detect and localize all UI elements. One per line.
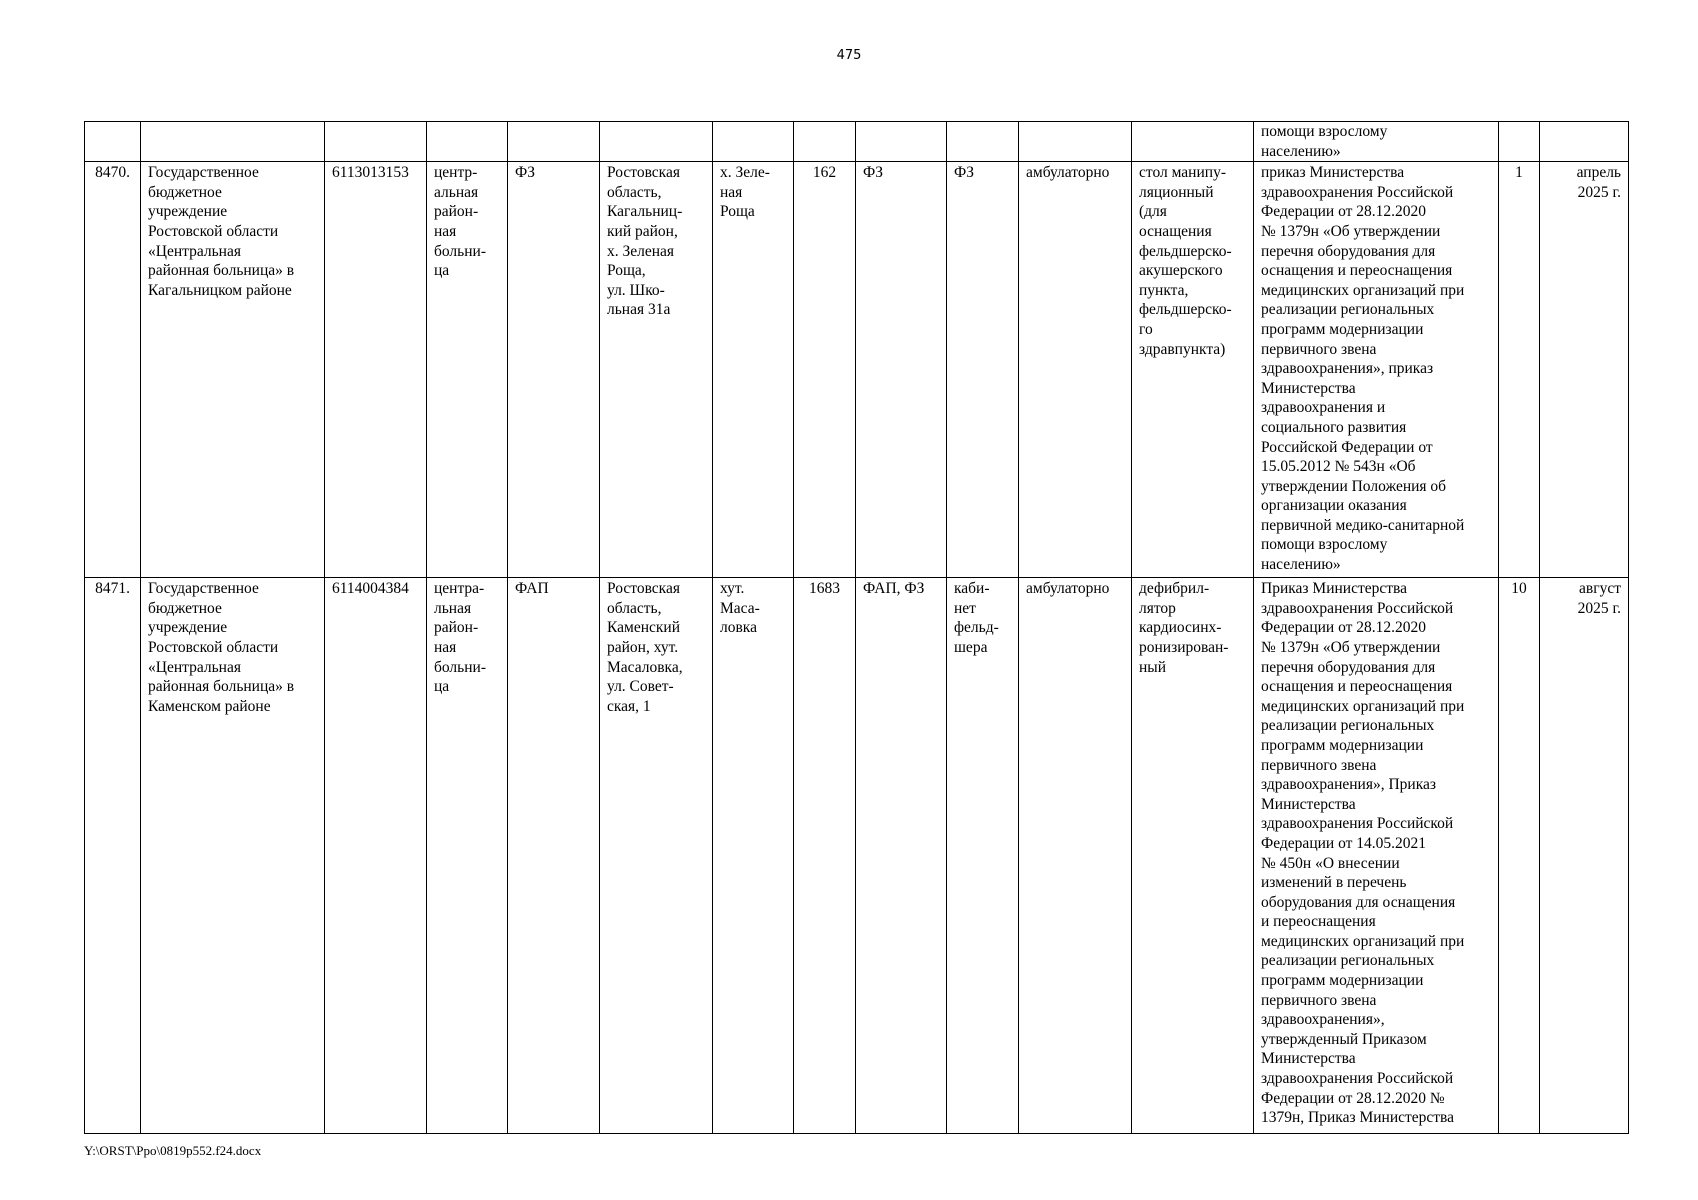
- cell-inn: [325, 122, 427, 162]
- cell-settlement: х. Зеле- ная Роща: [713, 162, 794, 578]
- cell-settlement: [713, 122, 794, 162]
- cell-date: апрель 2025 г.: [1540, 162, 1629, 578]
- cell-qty: [1499, 122, 1540, 162]
- cell-num: 8470.: [85, 162, 141, 578]
- cell-num: 8471.: [85, 578, 141, 1134]
- cell-department: каби- нет фельд- шера: [947, 578, 1019, 1134]
- cell-condition: амбулаторно: [1019, 162, 1132, 578]
- continuation-row: [85, 122, 1629, 162]
- cell-basis: приказ Министерства здравоохранения Российской Федерации от 28.12.2020 № 1379н «Об утверждении перечня оборудования для оснащения и переоснащения медицинских организаций при реализации региональных программ модернизации первичного звена здравоохранения», приказ Министерства здравоохранения и социального развития Российской Федерации от 15.05.2012 № 543н «Об утверждении Положения об организации оказания первичной медико-санитарной помощи взрослому населению»: [1254, 162, 1499, 578]
- cell-unit: [856, 122, 947, 162]
- cell-org: [141, 122, 325, 162]
- cell-num: [85, 122, 141, 162]
- cell-inn: 6113013153: [325, 162, 427, 578]
- table-row: [85, 578, 1629, 1134]
- cell-address: Ростовская область, Каменский район, хут. Масаловка, ул. Совет- ская, 1: [600, 578, 713, 1134]
- cell-unit: ФАП, ФЗ: [856, 578, 947, 1134]
- cell-org: Государственное бюджетное учреждение Ростовской области «Центральная районная больница» в Каменском районе: [141, 578, 325, 1134]
- cell-settlement: хут. Маса- ловка: [713, 578, 794, 1134]
- equipment-table: [84, 121, 1629, 1134]
- cell-population: 1683: [794, 578, 856, 1134]
- cell-department: ФЗ: [947, 162, 1019, 578]
- cell-unit: ФЗ: [856, 162, 947, 578]
- cell-basis: помощи взрослому населению»: [1254, 122, 1499, 162]
- page-number: 475: [836, 48, 862, 63]
- cell-qty: 1: [1499, 162, 1540, 578]
- cell-org-type: центра- льная район- ная больни- ца: [427, 578, 508, 1134]
- cell-inn: 6114004384: [325, 578, 427, 1134]
- cell-unit-type: ФЗ: [508, 162, 600, 578]
- cell-date: август 2025 г.: [1540, 578, 1629, 1134]
- cell-condition: [1019, 122, 1132, 162]
- cell-department: [947, 122, 1019, 162]
- cell-population: 162: [794, 162, 856, 578]
- cell-org-type: центр- альная район- ная больни- ца: [427, 162, 508, 578]
- cell-population: [794, 122, 856, 162]
- table-row: [85, 162, 1629, 578]
- cell-org: Государственное бюджетное учреждение Ростовской области «Центральная районная больница» в Кагальницком районе: [141, 162, 325, 578]
- cell-equipment: дефибрил- лятор кардиосинх- ронизирован- ный: [1132, 578, 1254, 1134]
- cell-address: Ростовская область, Кагальниц- кий район, х. Зеленая Роща, ул. Шко- льная 31а: [600, 162, 713, 578]
- cell-qty: 10: [1499, 578, 1540, 1134]
- cell-unit-type: ФАП: [508, 578, 600, 1134]
- cell-equipment: [1132, 122, 1254, 162]
- cell-date: [1540, 122, 1629, 162]
- cell-address: [600, 122, 713, 162]
- cell-basis: Приказ Министерства здравоохранения Российской Федерации от 28.12.2020 № 1379н «Об утверждении перечня оборудования для оснащения и переоснащения медицинских организаций при реализации региональных программ модернизации первичного звена здравоохранения», Приказ Министерства здравоохранения Российской Федерации от 14.05.2021 № 450н «О внесении изменений в перечень оборудования для оснащения и переоснащения медицинских организаций при реализации региональных программ модернизации первичного звена здравоохранения», утвержденный Приказом Министерства здравоохранения Российской Федерации от 28.12.2020 № 1379н, Приказ Министерства: [1254, 578, 1499, 1134]
- cell-condition: амбулаторно: [1019, 578, 1132, 1134]
- cell-org-type: [427, 122, 508, 162]
- cell-equipment: стол манипу- ляционный (для оснащения фельдшерско- акушерского пункта, фельдшерско- го здравпункта): [1132, 162, 1254, 578]
- cell-unit-type: [508, 122, 600, 162]
- file-path-footer: Y:\ORST\Ppo\0819p552.f24.docx: [84, 1143, 262, 1158]
